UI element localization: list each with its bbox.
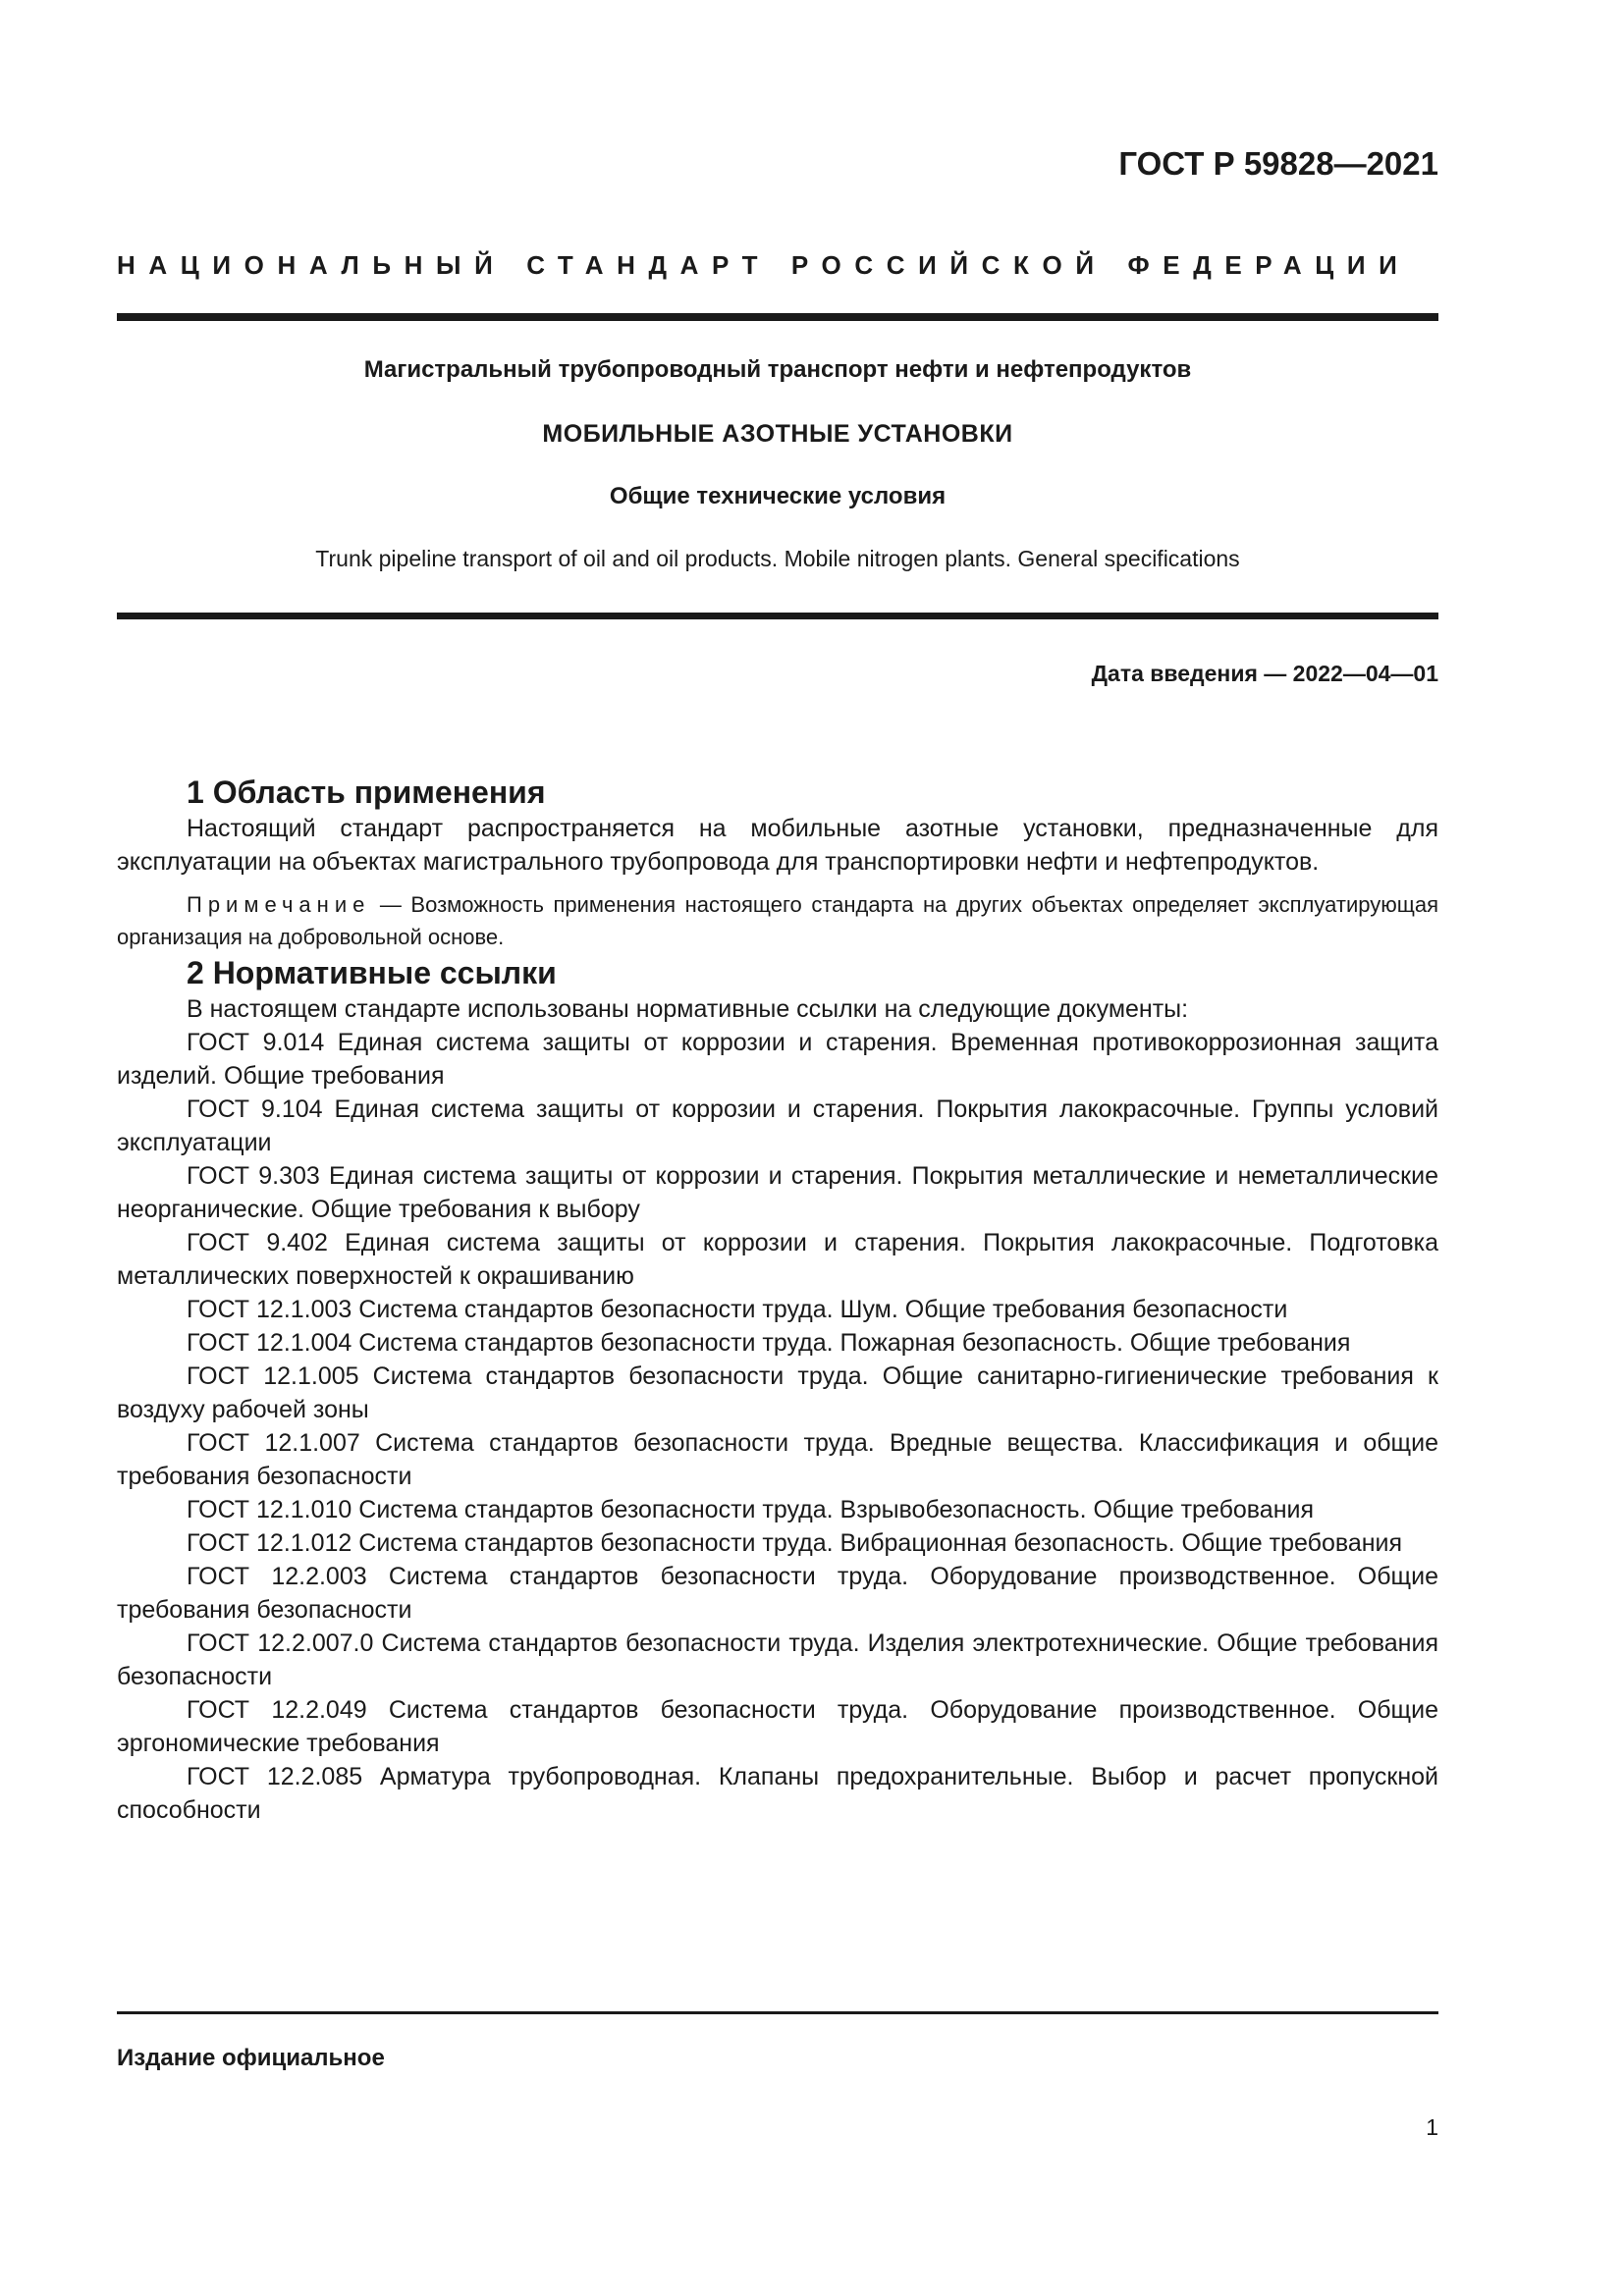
reference-item: ГОСТ 12.1.005 Система стандартов безопасности труда. Общие санитарно-гигиенические требования к воздуху рабочей зоны bbox=[117, 1362, 1438, 1423]
document-code: ГОСТ Р 59828—2021 bbox=[1118, 145, 1438, 182]
section-heading-scope: 1 Область применения bbox=[187, 774, 546, 810]
reference-item: ГОСТ 12.2.085 Арматура трубопроводная. Клапаны предохранительные. Выбор и расчет пропускной способности bbox=[117, 1763, 1438, 1824]
reference-item: ГОСТ 12.2.007.0 Система стандартов безопасности труда. Изделия электротехнические. Общие требования безопасности bbox=[117, 1629, 1438, 1690]
reference-item: ГОСТ 12.1.003 Система стандартов безопасности труда. Шум. Общие требования безопасности bbox=[187, 1296, 1288, 1323]
document-subtitle: Общие технические условия bbox=[609, 483, 947, 509]
footer-rule bbox=[117, 2011, 1438, 2014]
subject-heading: Магистральный трубопроводный транспорт нефти и нефтепродуктов bbox=[363, 356, 1192, 383]
reference-item: ГОСТ 9.104 Единая система защиты от коррозии и старения. Покрытия лакокрасочные. Группы условий эксплуатации bbox=[117, 1095, 1438, 1156]
top-rule bbox=[117, 313, 1438, 321]
note-label: Примечание bbox=[187, 892, 371, 917]
introduction-date: Дата введения — 2022—04—01 bbox=[1091, 661, 1438, 686]
document-page bbox=[117, 0, 1438, 2296]
section-heading-references: 2 Нормативные ссылки bbox=[187, 955, 557, 990]
reference-item: ГОСТ 12.1.004 Система стандартов безопасности труда. Пожарная безопасность. Общие требования bbox=[187, 1329, 1351, 1357]
reference-item: ГОСТ 9.402 Единая система защиты от коррозии и старения. Покрытия лакокрасочные. Подготовка металлических поверхностей к окрашиванию bbox=[117, 1229, 1438, 1290]
references-list bbox=[117, 992, 1438, 1827]
reference-item: ГОСТ 12.2.003 Система стандартов безопасности труда. Оборудование производственное. Общие требования безопасности bbox=[117, 1563, 1438, 1624]
english-title: Trunk pipeline transport of oil and oil products. Mobile nitrogen plants. General specifications bbox=[315, 546, 1240, 571]
page-number: 1 bbox=[1426, 2114, 1438, 2140]
reference-item: ГОСТ 12.1.012 Система стандартов безопасности труда. Вибрационная безопасность. Общие требования bbox=[187, 1529, 1403, 1557]
scope-note bbox=[117, 888, 1438, 953]
title-rule bbox=[117, 613, 1438, 619]
document-body bbox=[117, 773, 1438, 1827]
reference-item: ГОСТ 12.1.007 Система стандартов безопасности труда. Вредные вещества. Классификация и общие требования безопасности bbox=[117, 1429, 1438, 1490]
note-text: — Возможность применения настоящего стандарта на других объектах определяет эксплуатирующая организация на добровольной основе. bbox=[117, 892, 1438, 949]
references-intro: В настоящем стандарте использованы нормативные ссылки на следующие документы: bbox=[187, 995, 1189, 1023]
reference-item: ГОСТ 12.1.010 Система стандартов безопасности труда. Взрывобезопасность. Общие требования bbox=[187, 1496, 1315, 1523]
national-standard-banner: НАЦИОНАЛЬНЫЙ СТАНДАРТ РОССИЙСКОЙ ФЕДЕРАЦИИ bbox=[117, 250, 1411, 280]
reference-item: ГОСТ 12.2.049 Система стандартов безопасности труда. Оборудование производственное. Общие эргономические требования bbox=[117, 1696, 1438, 1757]
reference-item: ГОСТ 9.014 Единая система защиты от коррозии и старения. Временная противокоррозионная защита изделий. Общие требования bbox=[117, 1029, 1438, 1090]
edition-label: Издание официальное bbox=[117, 2045, 385, 2071]
reference-item: ГОСТ 9.303 Единая система защиты от коррозии и старения. Покрытия металлические и неметаллические неорганические. Общие требования к выбору bbox=[117, 1162, 1438, 1223]
document-title: МОБИЛЬНЫЕ АЗОТНЫЕ УСТАНОВКИ bbox=[542, 420, 1013, 448]
scope-paragraph: Настоящий стандарт распространяется на мобильные азотные установки, предназначенные для эксплуатации на объектах магистрального трубопровода для транспортировки нефти и нефтепродуктов. bbox=[117, 815, 1438, 876]
